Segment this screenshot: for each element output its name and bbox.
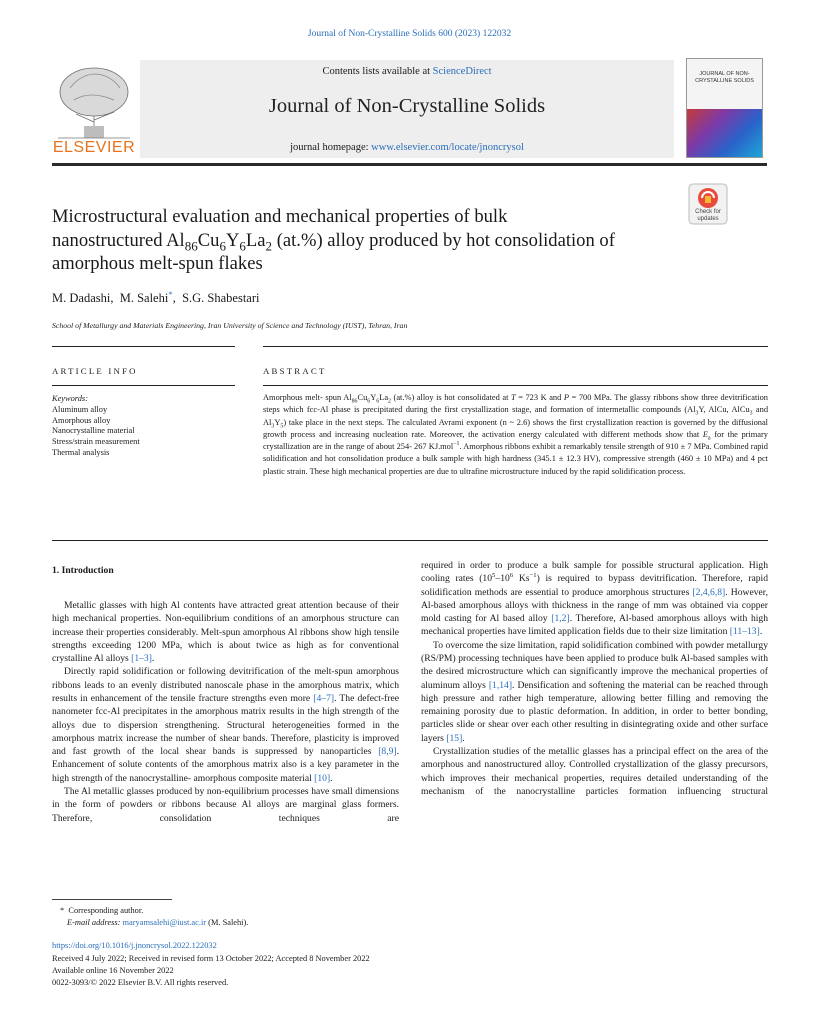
author-name[interactable]: M. Salehi	[119, 291, 169, 305]
author-name[interactable]: S.G. Shabestari	[182, 291, 260, 305]
copyright-line: 0022-3093/© 2022 Elsevier B.V. All rights reserved.	[52, 978, 229, 987]
journal-title[interactable]: Journal of Non-Crystalline Solids	[268, 95, 546, 117]
contents-prefix: Contents lists available at	[322, 66, 433, 77]
paragraph: Metallic glasses with high Al contents have attracted great attention because of their high mechanical properties. Non-equilibrium conditions of an amorphous structure can increase their properties considerably. Melt-spun amorphous Al ribbons show high tensile strengths exceeding 1200 MPa, which is about twice as high as for conventional crystalline Al alloys [1–3].	[52, 600, 399, 665]
history-dates: Received 4 July 2022; Received in revised form 13 October 2022; Accepted 8 November 2022	[52, 954, 370, 963]
journal-cover-thumbnail[interactable]	[686, 58, 763, 158]
paragraph: The Al metallic glasses produced by non-equilibrium processes have small dimensions in the form of powders or ribbons because Al alloys are marginal glass formers. Therefore, consolidation techniques are	[52, 785, 399, 824]
keyword-item: Stress/strain measurement	[52, 437, 140, 447]
citation-link[interactable]: [2,4,6,8]	[692, 586, 726, 598]
body-column-right	[421, 559, 768, 798]
abstract-rule-top	[263, 346, 768, 347]
citation-link[interactable]: [1,2]	[551, 613, 570, 625]
keyword-item: Nanocrystalline material	[52, 426, 135, 436]
section-heading-introduction: 1. Introduction	[52, 565, 114, 576]
doi-link[interactable]: https://doi.org/10.1016/j.jnoncrysol.2022.122032	[52, 941, 217, 950]
abstract-text: Amorphous melt- spun $Al_{86}Cu_6Y_6La_2$ (at.%) alloy is hot consolidated at T = 723 K and P = 700 MPa. The glassy ribbons show three devitrification steps which fcc-Al phase is precipitated during the first crystallization stage, and formation of intermetallic compounds ($Al_3Y$, AlCu, AlCu$_3$ and $Al_3Y_5$) take place in the next steps. The calculated Avrami exponent (n ~ 2.6) shows the first crystallization reaction is governed by the diffusional growth process and increasing nucleation rate. Moreover, the activation energy calculated with different methods show that $E_a$ for the primary crystallization are in the range of about 254- 267 KJ.mol$^{-1}$. Amorphous ribbons exhibit a remarkably tensile strength of 910 ± 7 MPa. Combined rapid solidification and hot consolidation produce a bulk sample with high hardness (345.1 ± 12.3 HV), compressive strength (460 ± 10 MPa) and 4 pct plastic strain. These high mechanical properties are due to ultrafine microstructure induced by the rapid solidification process.	[263, 393, 769, 476]
author-list: M. Dadashi, M. Salehi*, S.G. Shabestari	[52, 288, 260, 305]
email-link[interactable]: maryamsalehi@iust.ac.ir	[122, 918, 207, 927]
check-for-updates-label[interactable]: Check for updates	[695, 209, 721, 222]
sciencedirect-link[interactable]: ScienceDirect	[432, 66, 492, 77]
abstract-rule	[263, 385, 768, 386]
keywords-label: Keywords:	[52, 394, 88, 403]
title-line-3: amorphous melt-spun flakes	[52, 253, 263, 274]
article-info-rule	[52, 385, 235, 386]
citation-link[interactable]: [1–3]	[131, 653, 152, 665]
abstract-rule-bottom	[52, 540, 768, 541]
title-line-1: Microstructural evaluation and mechanical properties of bulk	[52, 206, 508, 227]
contents-line	[140, 66, 674, 77]
online-date: Available online 16 November 2022	[52, 966, 174, 975]
title-line-2: nanostructured $Al_{86}Cu_6Y_6La_2$ (at.%) alloy produced by hot consolidation of	[52, 229, 615, 254]
abstract-heading: ABSTRACT	[263, 366, 327, 376]
paragraph: required in order to produce a bulk sample for possible structural application. High cooling rates ($10^5-10^6$ $Ks^{-1}$) is required to bypass devitrification. Therefore, rapid solidification methods are essential to produce amorphous structures [2,4,6,8]. However, Al-based amorphous alloys with thickness in the range of mm was obtained via copper mold casting for Al based alloy [1,2]. Therefore, Al-based amorphous alloys with high mechanical properties have limited application fields due to their size limitation [11–13].	[421, 560, 768, 638]
running-head[interactable]: Journal of Non-Crystalline Solids 600 (2023) 122032	[307, 29, 512, 39]
paragraph: To overcome the size limitation, rapid solidification combined with powder metallurgy (RS/PM) processing techniques have been applied to produce bulk Al-based samples with the desired microstructure which can significantly improve the mechanical properties of aluminum alloys [1,14]. Densification and softening the material can be reached through high pressure and rather high temperature, allowing better filling and removing the remaining porosity due to plastic deformation. In addition, in order to better bonding, particles slide or shear over each other resulting in disintegrating oxide and other surface layers [15].	[421, 639, 768, 744]
citation-link[interactable]: [4–7]	[313, 692, 335, 704]
citation-link[interactable]: [8,9]	[378, 746, 397, 758]
citation-link[interactable]: [10]	[314, 772, 331, 784]
homepage-link[interactable]: www.elsevier.com/locate/jnoncrysol	[371, 142, 524, 153]
article-info-rule-top	[52, 346, 235, 347]
cover-title: JOURNAL OF NON-CRYSTALLINE SOLIDS	[695, 71, 754, 84]
citation-link[interactable]: [1,14]	[488, 679, 513, 691]
footnote-rule	[52, 899, 172, 900]
author-name[interactable]: M. Dadashi	[52, 291, 111, 305]
body-column-left	[52, 599, 399, 825]
homepage-line	[140, 142, 674, 153]
keywords-block	[52, 394, 140, 459]
article-info-heading: ARTICLE INFO	[52, 366, 138, 376]
footnote-email: E-mail address: maryamsalehi@iust.ac.ir (M. Salehi).	[67, 918, 249, 927]
citation-link[interactable]: [15]	[446, 732, 463, 744]
corresponding-marker[interactable]: *	[168, 288, 173, 299]
keyword-item: Thermal analysis	[52, 447, 110, 457]
homepage-prefix: journal homepage:	[290, 142, 372, 153]
affiliation: School of Metallurgy and Materials Engineering, Iran University of Science and Technology (IUST), Tehran, Iran	[52, 321, 408, 330]
footnote-corresponding: * Corresponding author.	[60, 906, 144, 915]
paragraph: Directly rapid solidification or following devitrification of the melt-spun amorphous ribbons leads to an evenly distributed nanoscale phase in the amorphous matrix, which results in enhancement of the tensile fracture strengths even more [4–7]. The defect-free nanometer fcc-Al precipitates in the amorphous matrix results in the high strength of the alloys due to dispersion strengthening. Structural heterogeneities formed in the amorphous matrix increase the number of shear bands. Therefore, plasticity is improved and fast growth of the local shear bands is suppressed by nanoparticles [8,9]. Enhancement of solute contents of the amorphous matrix also is a key parameter in the high strength of the nanocrystalline- amorphous composite material [10].	[52, 666, 399, 784]
publisher-name[interactable]: ELSEVIER	[52, 139, 136, 156]
header-rule	[52, 163, 767, 166]
keyword-item: Aluminum alloy	[52, 404, 108, 414]
cover-image	[687, 109, 762, 157]
citation-link[interactable]: [11–13]	[729, 626, 760, 638]
article-title	[52, 205, 692, 276]
keyword-item: Amorphous alloy	[52, 415, 111, 425]
paragraph: Crystallization studies of the metallic glasses has a principal effect on the area of the amorphous and nanostructured alloy. Controlled crystallization of the glassy precursors, which improves their mechanical properties, requires detailed understanding of the mechanism of the nanocrystalline particles formation influencing structural	[421, 745, 768, 797]
